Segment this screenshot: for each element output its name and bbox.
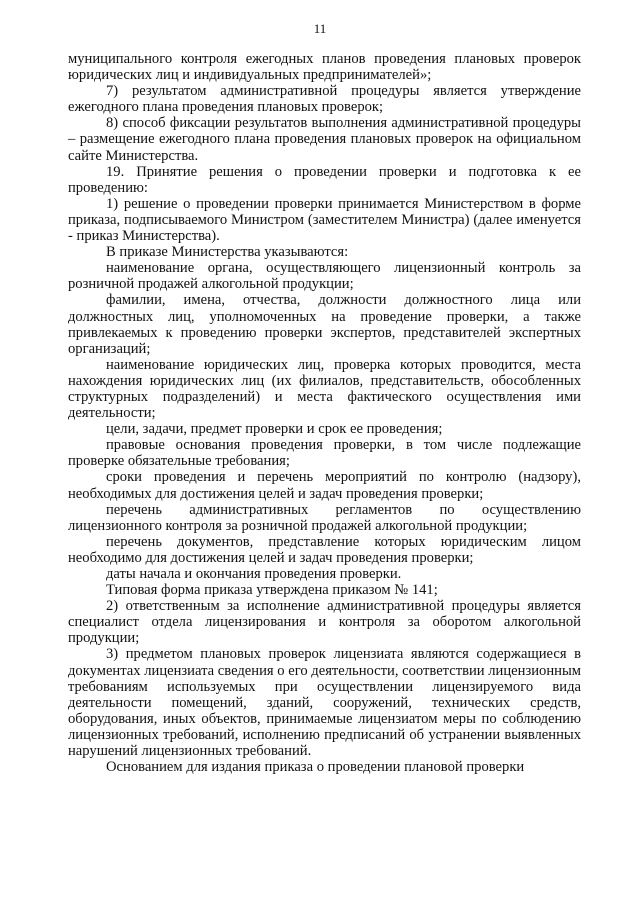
paragraph-regulations: перечень административных регламентов по осуществлению лицензионного контроля за розничной продажей алкогольной продукции; (68, 501, 581, 534)
paragraph-grounds: Основанием для издания приказа о проведении плановой проверки (106, 759, 525, 776)
page-number: 11 (313, 21, 327, 36)
paragraph-terms: сроки проведения и перечень мероприятий по контролю (надзору), необходимых для достижения целей и задач проведения проверки; (68, 469, 581, 502)
paragraph-body-name: наименование органа, осуществляющего лицензионный контроль за розничной продажей алкогольной продукции; (68, 260, 581, 293)
paragraph-item-7: 7) результатом административной процедуры является утверждение ежегодного плана проведения плановых проверок; (68, 83, 581, 116)
paragraph-item-8: 8) способ фиксации результатов выполнения административной процедуры – размещение ежегодного плана проведения плановых проверок на официальном сайте Министерства. (68, 115, 581, 164)
paragraph-order-contents-intro: В приказе Министерства указываются: (106, 244, 349, 261)
paragraph-decision: 1) решение о проведении проверки принимается Министерством в форме приказа, подписываемого Министром (заместителем Министра) (далее именуется - приказ Министерства). (68, 195, 581, 245)
paragraph-dates: даты начала и окончания проведения проверки. (106, 566, 402, 582)
paragraph-legal-grounds: правовые основания проведения проверки, в том числе подлежащие проверке обязательные требования; (68, 437, 581, 470)
paragraph-responsible: 2) ответственным за исполнение административной процедуры является специалист отдела лицензирования и контроля за оборотом алкогольной продукции; (68, 598, 581, 647)
document-body (68, 51, 581, 775)
paragraph-officials: фамилии, имена, отчества, должности должностного лица или должностных лиц, уполномоченных на проведение проверки, а также привлекаемых к проведению проверки экспертов, представителей экспертных организаций; (68, 292, 581, 357)
paragraph-goals: цели, задачи, предмет проверки и срок ее проведения; (106, 421, 443, 438)
paragraph-section-19: 19. Принятие решения о проведении проверки и подготовка к ее проведению: (68, 163, 581, 196)
paragraph-continuation: муниципального контроля ежегодных планов проведения плановых проверок юридических лиц и индивидуальных предпринимателей»; (68, 51, 581, 84)
paragraph-documents: перечень документов, представление которых юридическим лицом необходимо для достижения целей и задач проведения проверки; (68, 533, 581, 566)
paragraph-legal-entities: наименование юридических лиц, проверка которых проводится, места нахождения юридических лиц (их филиалов, представительств, обособленных структурных подразделений) и места фактического осуществления ими деятельности; (68, 356, 581, 422)
paragraph-subject: 3) предметом плановых проверок лицензиата являются содержащиеся в документах лицензиата сведения о его деятельности, соответствии лицензионным требованиям используемых при осуществлении лицензируемого вида деятельности помещений, зданий, сооружений, технических средств, оборудования, иных объектов, принимаемые лицензиатом меры по соблюдению лицензионных требований, исполнению предписаний об устранении выявленных нарушений лицензионных требований. (68, 646, 581, 760)
paragraph-template-form: Типовая форма приказа утверждена приказом № 141; (106, 582, 438, 599)
